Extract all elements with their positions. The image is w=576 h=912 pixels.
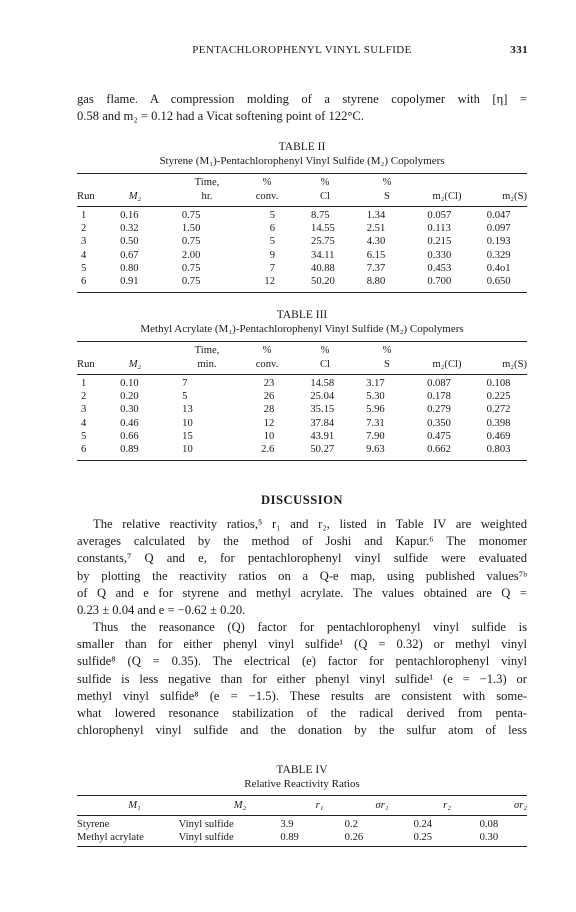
column-header: Cl	[319, 191, 330, 202]
table-cell: 5	[182, 391, 188, 403]
table-cell: 0.4o1	[486, 262, 511, 274]
table-cell: 7.90	[366, 430, 385, 442]
intro-paragraph	[77, 91, 527, 125]
table-2-top-rule	[77, 173, 527, 174]
table-cell: 5	[81, 430, 87, 442]
table-cell: 0.75	[181, 276, 201, 288]
table-4-header-rule	[77, 815, 527, 816]
table-cell: 0.047	[486, 210, 511, 221]
column-header: conv.	[255, 191, 279, 202]
table-cell: 0.057	[427, 210, 452, 221]
table-cell: 0.46	[120, 417, 139, 429]
table-cell: 0.225	[486, 391, 511, 403]
text-line: methyl vinyl sulfide⁸ (e = −1.5). These results are consistent with some-	[77, 688, 527, 703]
table-cell: 2.00	[181, 249, 201, 261]
table-cell: 7	[269, 262, 276, 274]
table-cell: 5	[269, 236, 276, 248]
column-header: conv.	[255, 359, 279, 370]
table-cell: 0.662	[427, 444, 451, 456]
column-header: m₂(S)	[502, 359, 527, 370]
table-cell: 0.67	[120, 249, 139, 261]
table-cell: 12	[263, 417, 275, 429]
text-line: by plotting the reactivity ratios on a Q-e map, using published values⁷ᵇ	[77, 568, 527, 583]
table-4	[77, 818, 527, 844]
table-3-caption: Methyl Acrylate (M₁)-Pentachlorophenyl Vinyl Sulfide (M₂) Copolymers	[140, 323, 464, 335]
table-cell: 2.6	[261, 444, 275, 456]
table-3	[77, 377, 527, 456]
table-row	[77, 443, 527, 456]
running-title: PENTACHLOROPHENYL VINYL SULFIDE	[192, 44, 412, 56]
column-header: Time,	[194, 345, 220, 356]
column-header: Run	[77, 191, 95, 202]
table-cell: 0.700	[427, 276, 452, 288]
section-heading: DISCUSSION	[261, 493, 343, 507]
table-4-header	[77, 799, 527, 813]
table-cell: 0.80	[120, 262, 139, 274]
table-cell: 3.17	[366, 378, 385, 389]
column-header: r₁	[315, 800, 324, 811]
table-2-title: TABLE II	[278, 141, 326, 153]
table-cell: 6	[81, 444, 87, 456]
column-header: Time,	[194, 177, 220, 188]
table-cell: 0.25	[413, 832, 433, 844]
table-cell: 1	[81, 210, 87, 221]
table-row	[77, 209, 527, 222]
table-row	[77, 275, 527, 288]
table-cell: 14.55	[311, 223, 335, 235]
text-line: 0.23 ± 0.04 and e = −0.62 ± 0.20.	[77, 603, 246, 618]
column-header: min.	[197, 359, 217, 370]
table-cell: 0.50	[120, 236, 139, 248]
text-line: constants,⁷ Q and e, for pentachlorophenyl vinyl sulfide were evaluated	[77, 551, 527, 566]
table-row	[77, 222, 527, 235]
table-row	[77, 235, 527, 248]
table-row	[77, 249, 527, 262]
table-cell: 2	[81, 391, 87, 403]
table-row	[77, 390, 527, 403]
table-cell: 4.30	[366, 236, 386, 248]
table-cell: 0.330	[427, 249, 452, 261]
page-number: 331	[510, 44, 528, 56]
text-line: 0.58 and m₂ = 0.12 had a Vicat softening point of 122°C.	[77, 109, 364, 124]
table-cell: 0.91	[120, 276, 139, 288]
column-header: Cl	[319, 359, 330, 370]
table-cell: 35.15	[310, 404, 335, 416]
table-cell: 0.398	[486, 417, 511, 429]
column-header: M₂	[128, 191, 142, 202]
table-4-title: TABLE IV	[276, 764, 328, 776]
table-cell: 1	[81, 378, 87, 389]
table-3-title: TABLE III	[276, 309, 328, 321]
text-line: gas flame. A compression molding of a styrene copolymer with [η] =	[77, 92, 527, 106]
table-cell: 5	[269, 210, 276, 221]
table-cell: 7.31	[366, 417, 385, 429]
table-cell: 25.04	[310, 391, 335, 403]
table-cell: 0.803	[486, 444, 511, 456]
column-header: M₂	[128, 359, 142, 370]
table-cell: 0.89	[120, 444, 139, 456]
column-header: σr₁	[375, 800, 389, 811]
table-cell: 0.113	[427, 223, 451, 235]
table-cell: 0.24	[413, 819, 433, 830]
text-line: what lowered resonance stabilization of the radical derived from penta-	[77, 706, 527, 721]
table-cell: 0.66	[120, 430, 139, 442]
table-cell: 6	[269, 223, 276, 235]
table-cell: 9.63	[366, 444, 385, 456]
table-cell: 0.215	[427, 236, 452, 248]
column-header: m₂(Cl)	[432, 191, 462, 202]
table-cell: 26	[263, 391, 275, 403]
table-cell: 0.650	[486, 276, 511, 288]
table-cell: 10	[263, 430, 275, 442]
table-cell: Methyl acrylate	[77, 832, 144, 844]
table-cell: 0.75	[181, 210, 201, 221]
table-2-header-rule	[77, 206, 527, 207]
table-row	[77, 430, 527, 443]
table-cell: 4	[81, 249, 87, 261]
table-4-bottom-rule	[77, 846, 527, 847]
table-cell: 25.75	[311, 236, 335, 248]
discussion-paragraph-2	[77, 619, 527, 739]
table-cell: 0.329	[486, 249, 511, 261]
column-header: m₂(Cl)	[432, 359, 462, 370]
discussion-paragraph-1	[77, 516, 527, 619]
table-cell: 28	[263, 404, 275, 416]
table-cell: 8.80	[366, 276, 386, 288]
column-header: Run	[77, 359, 95, 370]
table-cell: 10	[182, 444, 193, 456]
table-cell: 4	[81, 417, 87, 429]
table-cell: 0.75	[181, 236, 201, 248]
text-line: sulfide⁸ (Q = 0.35). The electrical (e) factor for pentachlorophenyl vinyl	[77, 654, 527, 669]
table-row	[77, 417, 527, 430]
table-cell: 0.087	[427, 378, 451, 389]
column-header: %	[320, 177, 330, 188]
column-header: σr₂	[513, 800, 527, 811]
table-cell: 0.10	[120, 378, 139, 389]
table-cell: 0.2	[344, 819, 358, 830]
table-cell: 50.20	[311, 276, 335, 288]
table-cell: 0.097	[486, 223, 511, 235]
table-cell: 5.30	[366, 391, 385, 403]
table-cell: 6.15	[366, 249, 386, 261]
table-cell: 8.75	[311, 210, 330, 221]
table-cell: 0.26	[344, 832, 364, 844]
text-line: sulfide is less negative than for either phenyl vinyl sulfide¹ (e = −1.3) or	[77, 671, 527, 686]
table-cell: 50.27	[310, 444, 335, 456]
table-row	[77, 818, 527, 831]
column-header: %	[262, 345, 272, 356]
table-row	[77, 262, 527, 275]
table-cell: 37.84	[310, 417, 335, 429]
table-4-top-rule	[77, 795, 527, 796]
table-row	[77, 403, 527, 416]
table-cell: 2.51	[366, 223, 386, 235]
text-line: Thus the reasonance (Q) factor for pentachlorophenyl vinyl sulfide is	[93, 620, 527, 634]
table-cell: 14.58	[310, 378, 335, 389]
table-cell: 3.9	[280, 819, 294, 830]
table-2-caption: Styrene (M₁)-Pentachlorophenyl Vinyl Sulfide (M₂) Copolymers	[159, 155, 445, 167]
column-header: %	[382, 177, 392, 188]
table-cell: 0.469	[486, 430, 511, 442]
table-cell: 15	[182, 430, 193, 442]
table-cell: 0.16	[120, 210, 139, 221]
column-header: r₂	[443, 800, 451, 811]
text-line: The relative reactivity ratios,⁵ r₁ and r₂, listed in Table IV are weighted	[93, 517, 527, 531]
text-line: smaller than for either phenyl vinyl sulfide¹ (Q = 0.32) or methyl vinyl	[77, 637, 527, 652]
table-cell: 23	[263, 378, 275, 389]
table-3-header	[77, 344, 527, 372]
column-header: hr.	[201, 191, 213, 202]
table-cell: 0.08	[479, 819, 499, 830]
table-row	[77, 831, 527, 844]
table-cell: 0.475	[427, 430, 451, 442]
column-header: M₂	[233, 800, 247, 811]
table-3-top-rule	[77, 341, 527, 342]
table-cell: 0.30	[479, 832, 499, 844]
table-cell: 0.32	[120, 223, 139, 235]
column-header: S	[384, 191, 390, 202]
table-cell: Vinyl sulfide	[178, 819, 234, 830]
table-cell: 34.11	[311, 249, 335, 261]
table-4-caption: Relative Reactivity Ratios	[244, 778, 360, 790]
column-header: M₁	[128, 800, 141, 811]
table-cell: 7.37	[366, 262, 386, 274]
table-2-header	[77, 176, 527, 204]
table-3-header-rule	[77, 374, 527, 375]
table-cell: 0.20	[120, 391, 139, 403]
table-cell: 43.91	[310, 430, 335, 442]
table-cell: 1.50	[181, 223, 201, 235]
table-cell: 3	[81, 236, 87, 248]
column-header: m₂(S)	[502, 191, 527, 202]
text-line: chlorophenyl vinyl sulfide and the donation by the sulfur atom of less	[77, 723, 527, 738]
table-cell: 0.272	[486, 404, 511, 416]
table-cell: 10	[182, 417, 193, 429]
running-head	[76, 44, 528, 60]
table-cell: 0.89	[280, 832, 299, 844]
table-cell: 6	[81, 276, 87, 288]
table-cell: 3	[81, 404, 87, 416]
column-header: %	[262, 177, 272, 188]
table-cell: 7	[182, 378, 188, 389]
table-cell: Styrene	[77, 819, 110, 830]
table-cell: Vinyl sulfide	[178, 832, 234, 844]
table-3-bottom-rule	[77, 460, 527, 461]
table-2-bottom-rule	[77, 292, 527, 293]
table-cell: 1.34	[366, 210, 386, 221]
table-cell: 13	[182, 404, 193, 416]
column-header: %	[382, 345, 392, 356]
text-line: averages calculated by the method of Joshi and Kapur.⁶ The monomer	[77, 534, 527, 549]
column-header: S	[384, 359, 390, 370]
table-2	[77, 209, 527, 288]
table-cell: 5	[81, 262, 87, 274]
column-header: %	[320, 345, 330, 356]
text-line: of Q and e for styrene and methyl acrylate. The values obtained are Q =	[77, 585, 527, 600]
table-cell: 0.178	[427, 391, 451, 403]
table-cell: 2	[81, 223, 87, 235]
table-cell: 12	[264, 276, 276, 288]
table-cell: 5.96	[366, 404, 385, 416]
table-cell: 0.279	[427, 404, 451, 416]
table-cell: 0.75	[181, 262, 201, 274]
table-cell: 9	[269, 249, 276, 261]
table-cell: 0.193	[486, 236, 511, 248]
table-cell: 0.30	[120, 404, 139, 416]
table-row	[77, 377, 527, 390]
table-cell: 0.108	[486, 378, 511, 389]
table-cell: 0.350	[427, 417, 451, 429]
table-cell: 40.88	[311, 262, 335, 274]
table-cell: 0.453	[427, 262, 452, 274]
